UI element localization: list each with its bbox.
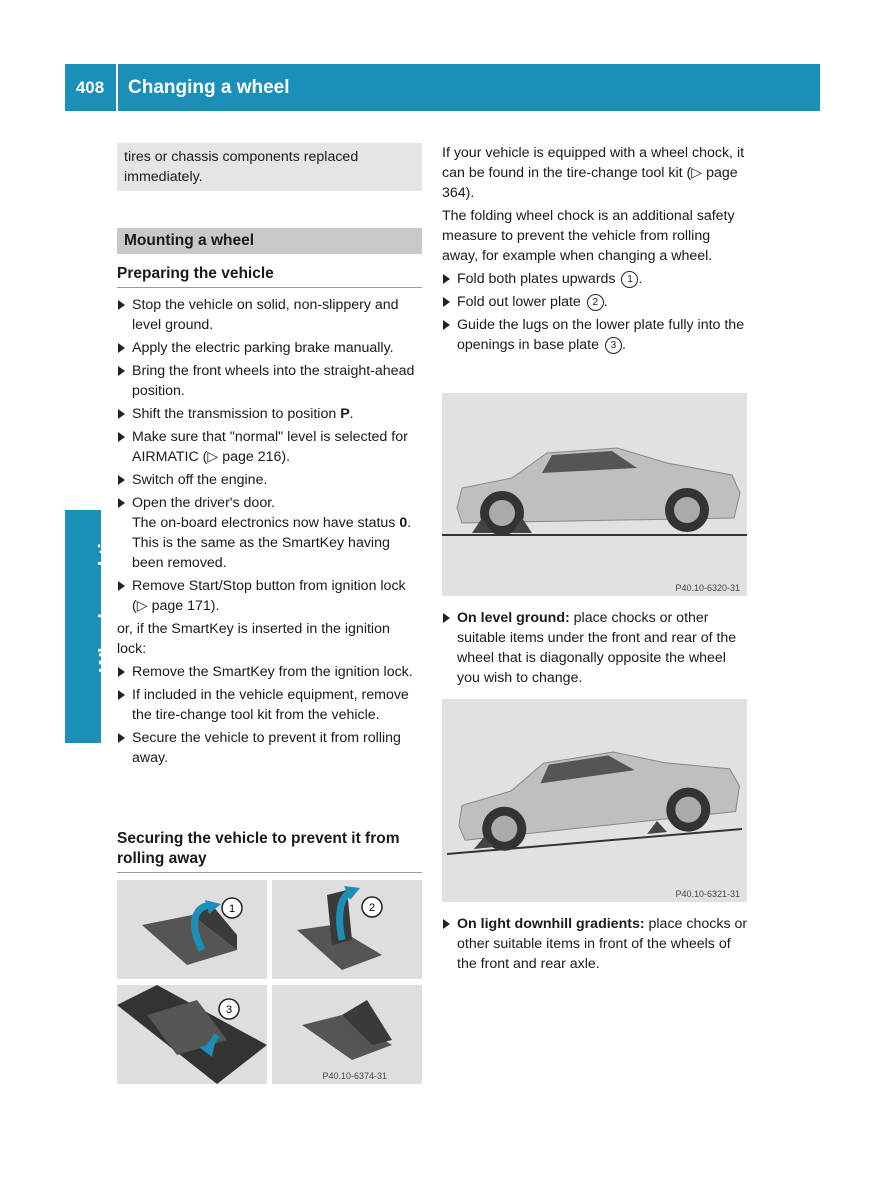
callout-3-ref: 3	[605, 337, 622, 354]
step-fold-plates: Fold both plates upwards 1 .	[442, 269, 748, 289]
arrow-icon	[118, 475, 125, 485]
right-column-top	[442, 143, 748, 358]
chock-panel-3	[117, 985, 267, 1084]
chock-panel-2	[272, 880, 422, 979]
step-shift: Shift the transmission to position P.	[117, 404, 422, 424]
page-header	[65, 64, 820, 111]
step-toolkit: If included in the vehicle equipment, remove the tire-change tool kit from the vehicle.	[117, 685, 422, 725]
side-tab-label: Wheels and tires	[96, 513, 118, 672]
step-engine-off: Switch off the engine.	[117, 470, 422, 490]
step-remove-key: Remove the SmartKey from the ignition lock.	[117, 662, 422, 682]
callout-1: 1	[228, 903, 236, 915]
or-text: or, if the SmartKey is inserted in the ignition lock:	[117, 621, 390, 657]
page-title: Changing a wheel	[128, 77, 290, 98]
callout-2: 2	[368, 902, 376, 914]
arrow-icon	[118, 690, 125, 700]
step-parking-brake: Apply the electric parking brake manually.	[117, 338, 422, 358]
section-heading: Mounting a wheel	[117, 228, 422, 254]
header-divider	[116, 64, 118, 111]
arrow-icon	[443, 297, 450, 307]
callout-2-ref: 2	[587, 294, 604, 311]
subsection-heading-securing: Securing the vehicle to prevent it from rolling away	[117, 829, 422, 873]
chock-description-text: The folding wheel chock is an additional safety measure to prevent the vehicle from rolling away, for example when changing a wheel.	[442, 208, 735, 264]
arrow-icon	[118, 343, 125, 353]
arrow-icon	[443, 274, 450, 284]
arrow-icon	[443, 320, 450, 330]
arrow-icon	[118, 432, 125, 442]
step-secure: Secure the vehicle to prevent it from rolling away.	[117, 728, 422, 768]
downhill-block	[442, 914, 748, 977]
arrow-icon	[443, 613, 450, 623]
arrow-icon	[443, 919, 450, 929]
arrow-icon	[118, 733, 125, 743]
callout-1-ref: 1	[621, 271, 638, 288]
step-level-ground: On level ground: place chocks or other suitable items under the front and rear of the wheel that is diagonally opposite the wheel you wish to change.	[442, 608, 748, 688]
car-downhill-image	[442, 699, 747, 902]
arrow-icon	[118, 366, 125, 376]
step-downhill: On light downhill gradients: place chocks or other suitable items in front of the wheels of the front and rear axle.	[442, 914, 748, 974]
step-remove-button: Remove Start/Stop button from ignition lock (▷ page 171).	[117, 576, 422, 616]
figure-code-car1: P40.10-6320-31	[675, 583, 740, 593]
left-column	[117, 143, 422, 771]
callout-3: 3	[225, 1004, 233, 1016]
securing-heading-block	[117, 829, 422, 873]
arrow-icon	[118, 409, 125, 419]
figure-code-left: P40.10-6374-31	[322, 1071, 387, 1081]
door-note: The on-board electronics now have status 0. This is the same as the SmartKey having been removed.	[132, 515, 412, 571]
chock-location-text: If your vehicle is equipped with a wheel chock, it can be found in the tire-change tool kit (▷ page 364).	[442, 145, 745, 201]
chock-panel-4	[272, 985, 422, 1084]
arrow-icon	[118, 581, 125, 591]
intro-box: tires or chassis components replaced immediately.	[117, 143, 422, 191]
level-ground-block	[442, 608, 748, 691]
step-guide-lugs: Guide the lugs on the lower plate fully into the openings in base plate 3 .	[442, 315, 748, 355]
arrow-icon	[118, 667, 125, 677]
car-level-ground-image	[442, 393, 747, 596]
step-stop-vehicle: Stop the vehicle on solid, non-slippery and level ground.	[117, 295, 422, 335]
page-number: 408	[75, 78, 105, 97]
step-lower-plate: Fold out lower plate 2 .	[442, 292, 748, 312]
step-airmatic: Make sure that "normal" level is selected for AIRMATIC (▷ page 216).	[117, 427, 422, 467]
subsection-heading-preparing: Preparing the vehicle	[117, 264, 422, 288]
arrow-icon	[118, 498, 125, 508]
figure-code-car2: P40.10-6321-31	[675, 889, 740, 899]
step-open-door: Open the driver's door. The on-board electronics now have status 0. This is the same as the SmartKey having been removed.	[117, 493, 422, 573]
arrow-icon	[118, 300, 125, 310]
step-front-wheels: Bring the front wheels into the straight-ahead position.	[117, 361, 422, 401]
wheel-chock-figure	[117, 880, 422, 1084]
chock-panel-1	[117, 880, 267, 979]
